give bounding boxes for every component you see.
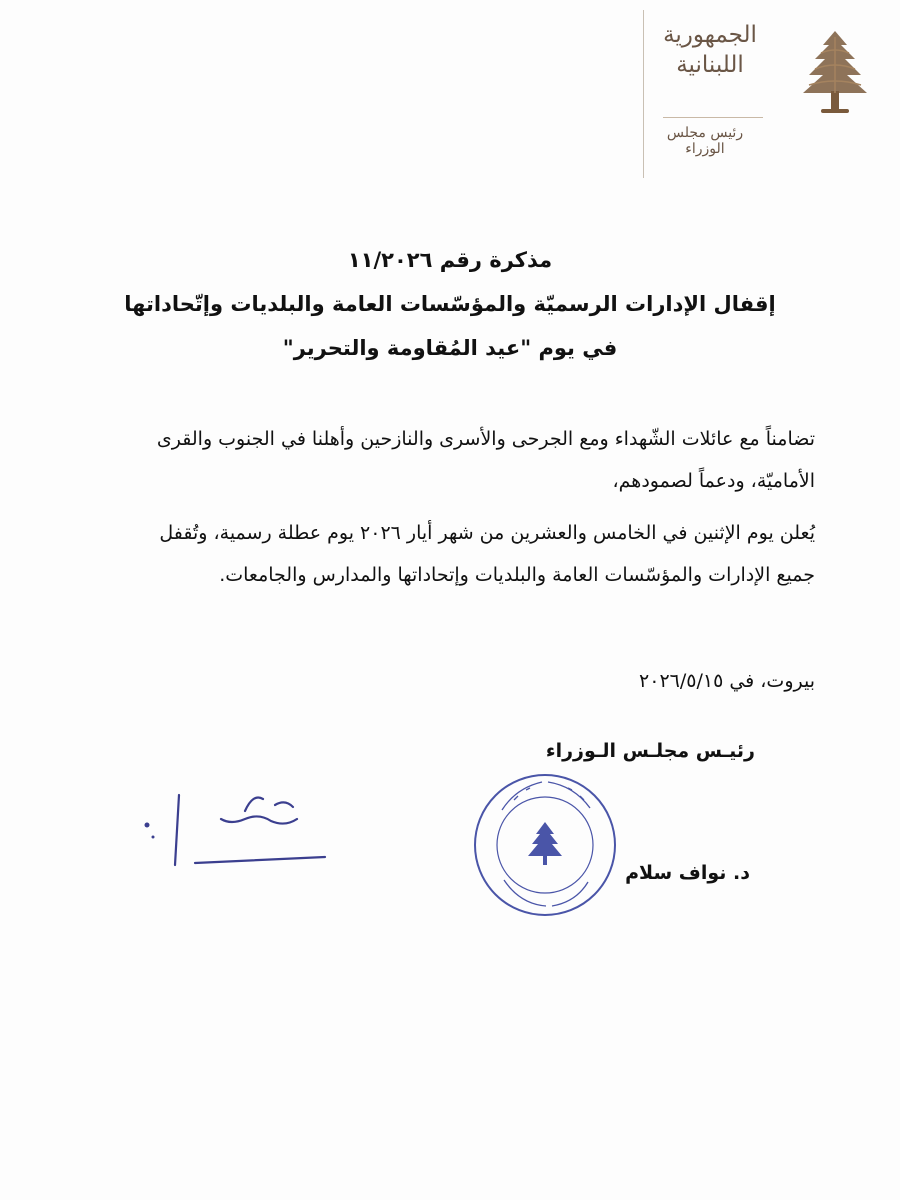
republic-name-line2: اللبنانية bbox=[676, 52, 744, 78]
memo-paragraph-holiday: يُعلن يوم الإثنين في الخامس والعشرين من شهر أيار ٢٠٢٦ يوم عطلة رسمية، وتُقفل جميع الإدارات والمؤسّسات العامة والبلديات وإتحاداتها والمدارس والجامعات. bbox=[159, 522, 815, 586]
memo-number: مذكرة رقم ١١/٢٠٢٦ bbox=[347, 248, 553, 272]
letterhead-divider bbox=[643, 10, 644, 178]
handwritten-signature bbox=[135, 785, 335, 875]
cedar-tree-icon bbox=[785, 25, 885, 125]
memo-place-date: بيروت، في ٢٠٢٦/٥/١٥ bbox=[639, 670, 815, 692]
letterhead-office: رئيس مجلس الوزراء bbox=[666, 125, 744, 157]
memo-paragraph-solidarity: تضامناً مع عائلات الشّهداء ومع الجرحى والأسرى والنازحين وأهلنا في الجنوب والقرى الأماميّة، ودعماً لصمودهم، bbox=[156, 428, 815, 492]
republic-name-line1: الجمهورية bbox=[663, 22, 757, 48]
signatory-name: د. نواف سلام bbox=[625, 862, 750, 884]
signatory-title: رئيـس مجلـس الـوزراء bbox=[545, 740, 755, 762]
republic-name bbox=[650, 20, 770, 80]
letterhead-rule bbox=[663, 117, 763, 118]
official-stamp bbox=[470, 770, 620, 920]
memo-title: إقفال الإدارات الرسميّة والمؤسّسات العامة والبلديات وإتّحاداتها bbox=[124, 292, 776, 316]
memo-subtitle: في يوم "عيد المُقاومة والتحرير" bbox=[282, 336, 618, 360]
